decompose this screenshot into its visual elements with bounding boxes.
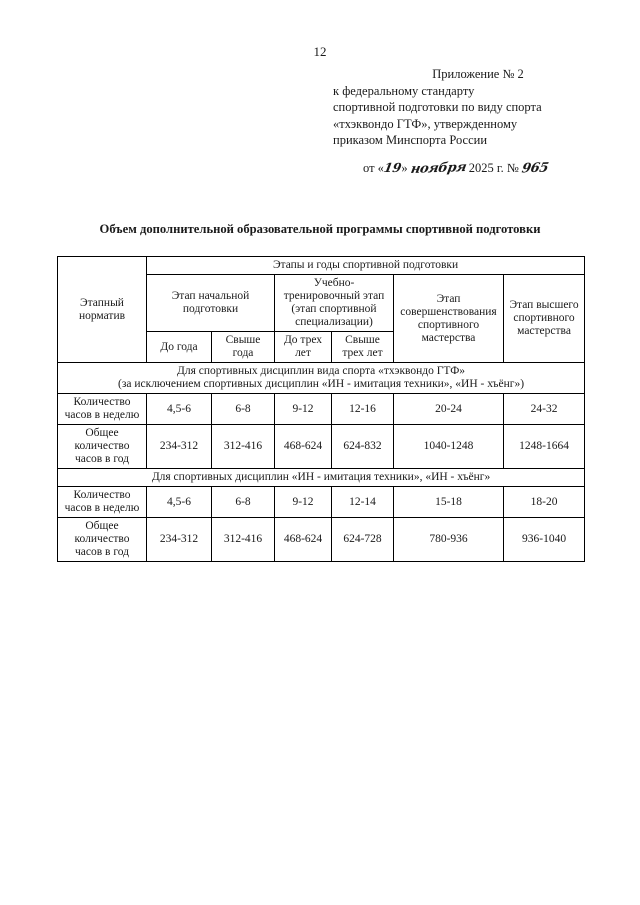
cell-r2-c4: 624-832 (332, 425, 394, 469)
header-cell-stage-highest: Этап высшего спортивного мастерства (504, 275, 585, 363)
header-cell-stage-perfection: Этап совершенствования спортивного мастерства (394, 275, 504, 363)
appendix-title: Приложение № 2 (432, 67, 524, 81)
cell-r1-c6: 24-32 (504, 394, 585, 425)
header-cell-sub-over-year: Свыше года (212, 332, 275, 363)
cell-r3-c6: 18-20 (504, 487, 585, 518)
table-row (58, 425, 585, 469)
section-title-1-line-1: Для спортивных дисциплин вида спорта «тхэквондо ГТФ» (177, 365, 466, 377)
row-label-hours-per-week-1: Количество часов в неделю (58, 394, 147, 425)
cell-r4-c5: 780-936 (394, 518, 504, 562)
appendix-line-5: приказом Минспорта России (333, 133, 488, 147)
row-label-hours-per-week-2: Количество часов в неделю (58, 487, 147, 518)
header-cell-stages-group: Этапы и годы спортивной подготовки (147, 257, 585, 275)
appendix-line-2: к федеральному стандарту (333, 83, 475, 98)
order-prefix: от « (363, 161, 384, 175)
cell-r1-c1: 4,5-6 (147, 394, 212, 425)
cell-r1-c5: 20-24 (394, 394, 504, 425)
header-cell-stage-initial: Этап начальной подготовки (147, 275, 275, 332)
cell-r4-c3: 468-624 (275, 518, 332, 562)
section-header-row-1 (58, 363, 585, 394)
cell-r4-c1: 234-312 (147, 518, 212, 562)
header-cell-sub-up-to-three: До трех лет (275, 332, 332, 363)
cell-r2-c2: 312-416 (212, 425, 275, 469)
order-date-line (363, 160, 548, 176)
training-volume-table (57, 256, 585, 562)
cell-r4-c2: 312-416 (212, 518, 275, 562)
page-number: 12 (313, 44, 327, 59)
row-label-hours-per-year-2: Общее количество часов в год (58, 518, 147, 562)
order-quote: » (401, 161, 408, 175)
cell-r3-c5: 15-18 (394, 487, 504, 518)
page-title: Объем дополнительной образовательной программы спортивной подготовки (99, 222, 541, 236)
header-cell-stage-norm: Этапный норматив (58, 257, 147, 363)
appendix-line-3: спортивной подготовки по виду спорта (333, 100, 542, 114)
cell-r1-c3: 9-12 (275, 394, 332, 425)
header-cell-stage-training: Учебно-тренировочный этап (этап спортивной специализации) (275, 275, 394, 332)
order-year: 2025 г. № (468, 161, 519, 175)
cell-r2-c3: 468-624 (275, 425, 332, 469)
cell-r3-c3: 9-12 (275, 487, 332, 518)
appendix-line-4: «тхэквондо ГТФ», утвержденному (333, 116, 518, 131)
cell-r1-c4: 12-16 (332, 394, 394, 425)
header-cell-sub-up-to-year: До года (147, 332, 212, 363)
header-cell-sub-over-three: Свыше трех лет (332, 332, 394, 363)
section-title-1-line-2: (за исключением спортивных дисциплин «ИН - имитация техники», «ИН - хъёнг») (118, 378, 525, 390)
order-number-handwritten: 965 (520, 160, 550, 177)
cell-r2-c5: 1040-1248 (394, 425, 504, 469)
table-row (58, 394, 585, 425)
cell-r4-c6: 936-1040 (504, 518, 585, 562)
section-title-2: Для спортивных дисциплин «ИН - имитация техники», «ИН - хъёнг» (58, 469, 585, 487)
cell-r2-c6: 1248-1664 (504, 425, 585, 469)
cell-r1-c2: 6-8 (212, 394, 275, 425)
cell-r3-c4: 12-14 (332, 487, 394, 518)
table-row (58, 487, 585, 518)
cell-r4-c4: 624-728 (332, 518, 394, 562)
row-label-hours-per-year-1: Общее количество часов в год (58, 425, 147, 469)
table-row (58, 518, 585, 562)
cell-r3-c1: 4,5-6 (147, 487, 212, 518)
cell-r2-c1: 234-312 (147, 425, 212, 469)
order-month-handwritten: ноября (409, 160, 468, 177)
order-day-handwritten: 19 (382, 160, 403, 175)
section-title-1 (58, 363, 585, 394)
appendix-header (333, 66, 623, 149)
section-header-row-2 (58, 469, 585, 487)
cell-r3-c2: 6-8 (212, 487, 275, 518)
table-header-row-1 (58, 257, 585, 275)
